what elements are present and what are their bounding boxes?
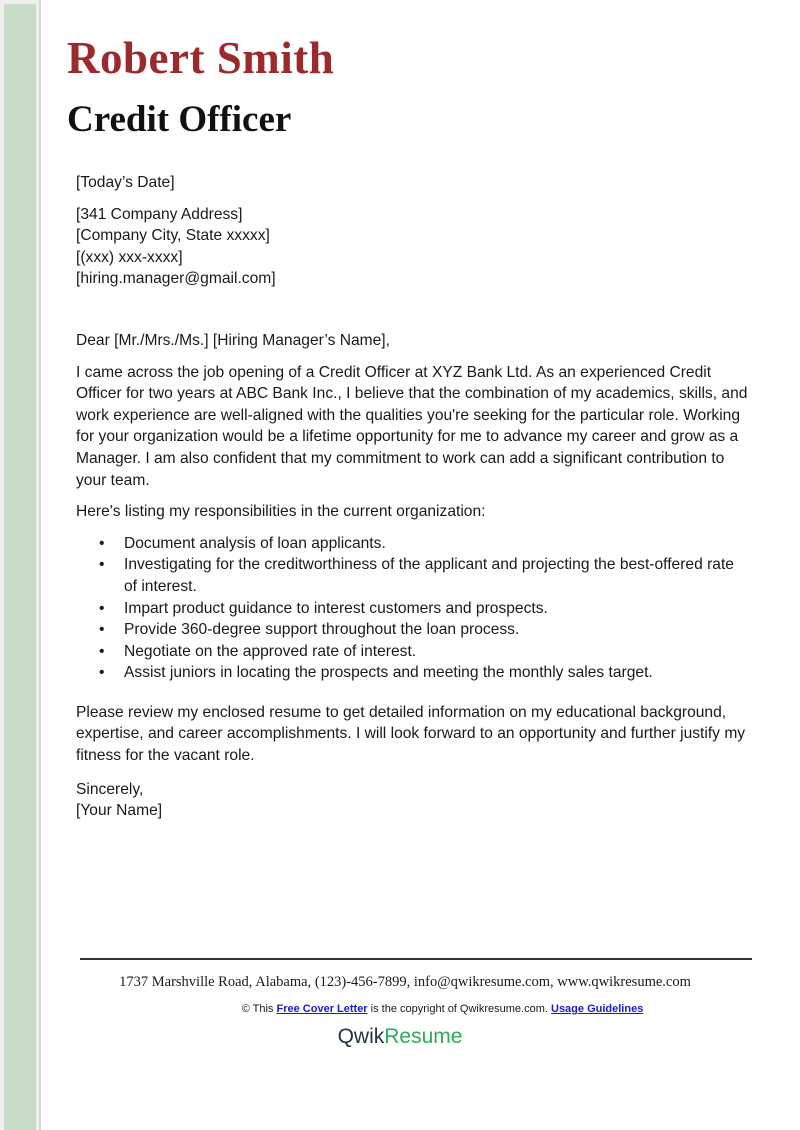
signature: [Your Name]: [76, 802, 163, 820]
copy-text: © This: [241, 1003, 277, 1015]
qwikresume-logo: [0, 1025, 800, 1049]
list-item: • Investigating for the creditworthiness of the applicant and projecting the best-offered rate of interest.: [76, 554, 756, 597]
free-cover-letter-link[interactable]: Free Cover Letter: [276, 1003, 368, 1015]
list-item: • Impart product guidance to interest customers and prospects.: [76, 598, 756, 620]
list-intro: Here's listing my responsibilities in the current organization:: [76, 503, 486, 521]
date: [Today’s Date]: [76, 174, 175, 191]
paragraph: I came across the job opening of a Credit Officer at XYZ Bank Ltd. As an experienced Credit Officer for two years at ABC Bank Inc., I believe that the combination of my academics, skills, and work experience are well-aligned with the qualities you're seeking for the particular role. Working for your organization would be a lifetime opportunity for me to advance my career and grow as a Manager. I am also confident that my commitment to work can add a significant contribution to your team.: [76, 363, 748, 489]
copyright-notice: [0, 1003, 800, 1015]
closing: Sincerely,: [76, 780, 144, 798]
usage-guidelines-link[interactable]: Usage Guidelines: [551, 1003, 644, 1015]
side-strip: [4, 4, 36, 1130]
list-item: • Document analysis of loan applicants.: [76, 533, 756, 555]
address-line: [Company City, State xxxxx]: [76, 227, 270, 245]
recipient-address: [76, 204, 756, 290]
copy-text: is the copyright of Qwikresume.com.: [367, 1003, 551, 1015]
responsibilities-list: [76, 533, 756, 684]
address-line: [(xxx) xxx-xxxx]: [76, 248, 183, 266]
logo-part: Resume: [384, 1025, 463, 1048]
footer-address: 1737 Marshville Road, Alabama, (123)-456-7899, info@qwikresume.com, www.qwikresume.com: [119, 974, 691, 990]
paragraph: Please review my enclosed resume to get detailed information on my educational background, expertise, and career accomplishments. I will look forward to an opportunity and further justify my fitness for the vacant role.: [76, 703, 746, 765]
list-item: • Provide 360-degree support throughout the loan process.: [76, 619, 756, 641]
job-title: Credit Officer: [67, 99, 292, 140]
list-item: • Negotiate on the approved rate of interest.: [76, 641, 756, 663]
footer-divider: [80, 958, 752, 960]
salutation: Dear [Mr./Mrs./Ms.] [Hiring Manager’s Name],: [76, 331, 390, 349]
candidate-name: Robert Smith: [67, 33, 335, 83]
address-line: [341 Company Address]: [76, 205, 243, 223]
list-item: • Assist juniors in locating the prospects and meeting the monthly sales target.: [76, 662, 756, 684]
logo-part: Qwik: [337, 1025, 385, 1048]
address-line: [hiring.manager@gmail.com]: [76, 270, 276, 288]
letter-body: [76, 172, 756, 822]
